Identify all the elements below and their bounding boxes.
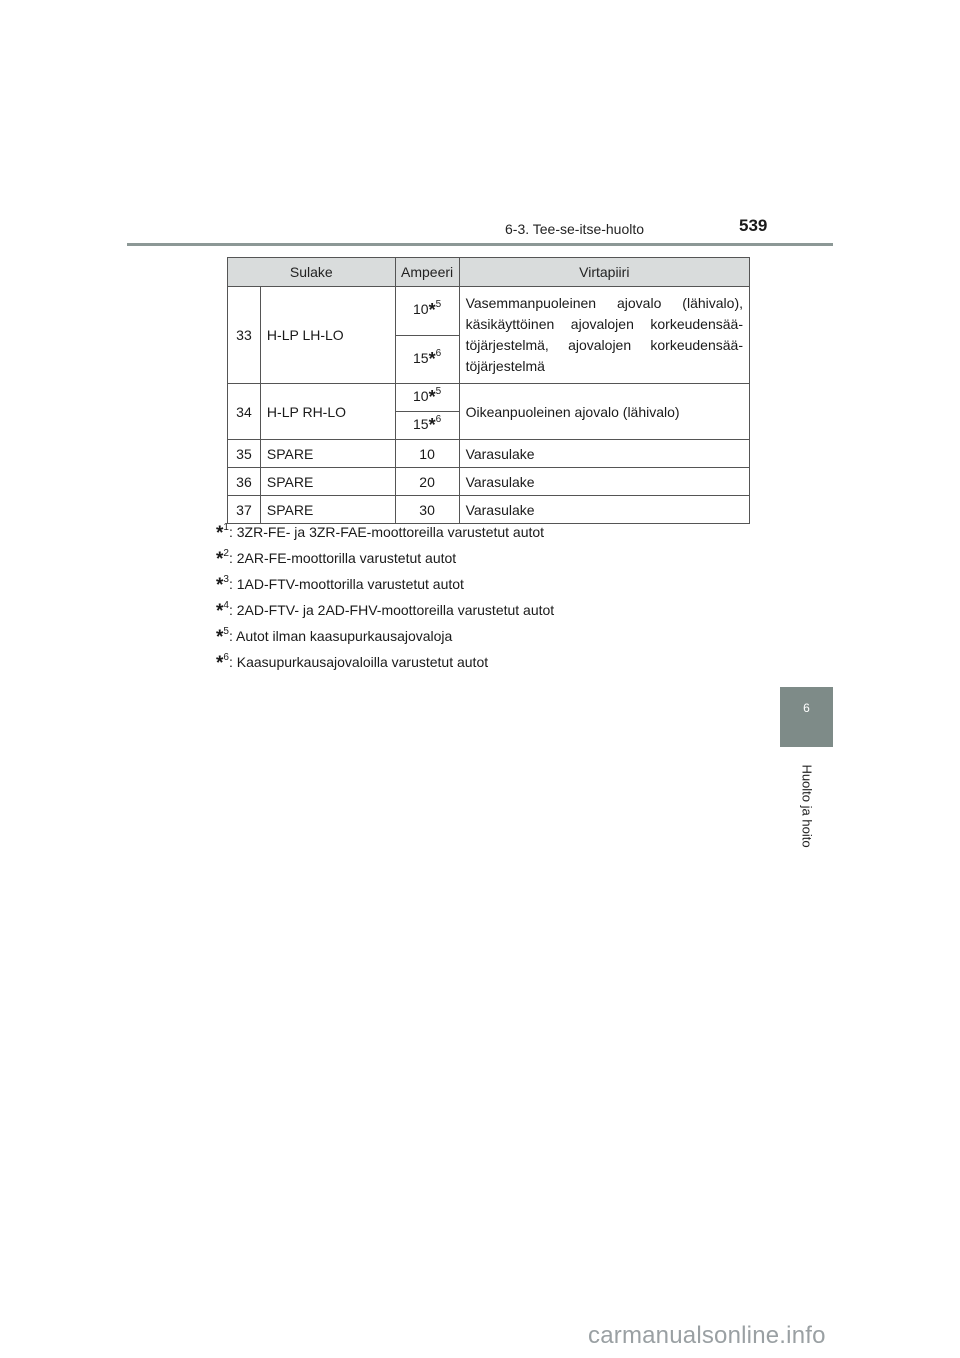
column-header-amperage: Ampeeri: [395, 258, 459, 287]
footnote: [216, 649, 554, 675]
footnote-number: 1: [223, 522, 229, 533]
table-row: [228, 440, 750, 468]
footnote-number: 2: [223, 548, 229, 559]
footnote-asterisk: *: [428, 415, 436, 435]
amperage-value: 10: [395, 440, 459, 468]
amperage-cell: [395, 287, 459, 336]
fuse-number: 37: [228, 496, 261, 524]
amperage-value: 15: [413, 416, 429, 432]
amperage-value: 15: [413, 349, 429, 366]
amperage-value: 30: [395, 496, 459, 524]
footnote-asterisk: *: [428, 387, 436, 407]
circuit-description: Varasulake: [459, 468, 749, 496]
footnote-asterisk: *: [216, 523, 224, 544]
fuse-name: SPARE: [260, 440, 395, 468]
table-row: [228, 468, 750, 496]
chapter-number: 6: [803, 701, 810, 715]
footnote: [216, 545, 554, 571]
fuse-name: H-LP LH-LO: [260, 287, 395, 384]
chapter-tab: [780, 687, 833, 747]
table-row: [228, 384, 750, 412]
footnote: [216, 571, 554, 597]
circuit-description: Vasemmanpuoleinen ajovalo (lähivalo), käsikäyttöinen ajovalojen korkeudensää-töjärjestelmä, ajovalojen korkeudensää-töjärjestelmä: [459, 287, 749, 384]
footnote-text: : 1AD-FTV-moottorilla varustetut autot: [228, 576, 464, 592]
footnote-asterisk: *: [216, 575, 224, 596]
circuit-description: Oikeanpuoleinen ajovalo (lähivalo): [459, 384, 749, 440]
amperage-value: 10: [413, 301, 429, 318]
fuse-number: 36: [228, 468, 261, 496]
page-number: 539: [739, 216, 768, 235]
amperage-cell: [395, 335, 459, 384]
footnote-text: : 2AR-FE-moottorilla varustetut autot: [228, 550, 457, 566]
footnote: [216, 597, 554, 623]
footnotes: [216, 519, 554, 675]
footnote-number: 6: [223, 652, 229, 663]
amperage-cell: [395, 412, 459, 440]
footnote-asterisk: *: [216, 627, 224, 648]
footnote-ref: 5: [435, 299, 442, 311]
footnote-ref: 6: [435, 414, 442, 425]
table-header-row: [228, 258, 750, 287]
chapter-label: Huolto ja hoito: [799, 764, 815, 848]
column-header-fuse: Sulake: [228, 258, 396, 287]
footnote: [216, 519, 554, 545]
fuse-name: SPARE: [260, 468, 395, 496]
footnote-ref: 6: [435, 347, 442, 359]
footnote-text: : Autot ilman kaasupurkausajovaloja: [228, 628, 453, 644]
fuse-number: 35: [228, 440, 261, 468]
column-header-circuit: Virtapiiri: [459, 258, 749, 287]
footnote-text: : 2AD-FTV- ja 2AD-FHV-moottoreilla varustetut autot: [228, 602, 555, 618]
footnote-text: : 3ZR-FE- ja 3ZR-FAE-moottoreilla varustetut autot: [228, 524, 545, 540]
footnote-asterisk: *: [428, 300, 436, 321]
footnote-number: 5: [223, 626, 229, 637]
watermark: carmanualsonline.info: [588, 1322, 826, 1349]
circuit-description: Varasulake: [459, 496, 749, 524]
footnote-number: 3: [223, 574, 229, 585]
footnote-text: : Kaasupurkausajovaloilla varustetut autot: [228, 654, 489, 670]
footnote-ref: 5: [435, 386, 442, 397]
footnote-number: 4: [223, 600, 229, 611]
fuse-number: 34: [228, 384, 261, 440]
fuse-name: H-LP RH-LO: [260, 384, 395, 440]
amperage-value: 10: [413, 388, 429, 404]
footnote-asterisk: *: [216, 549, 224, 570]
table-row: [228, 287, 750, 336]
amperage-value: 20: [395, 468, 459, 496]
circuit-description: Varasulake: [459, 440, 749, 468]
amperage-cell: [395, 384, 459, 412]
section-title: 6-3. Tee-se-itse-huolto: [505, 221, 645, 237]
header-divider: [127, 243, 833, 246]
fuse-number: 33: [228, 287, 261, 384]
footnote-asterisk: *: [216, 653, 224, 674]
fuse-name: SPARE: [260, 496, 395, 524]
fuse-table: [227, 257, 750, 524]
footnote-asterisk: *: [428, 348, 436, 369]
footnote: [216, 623, 554, 649]
footnote-asterisk: *: [216, 601, 224, 622]
